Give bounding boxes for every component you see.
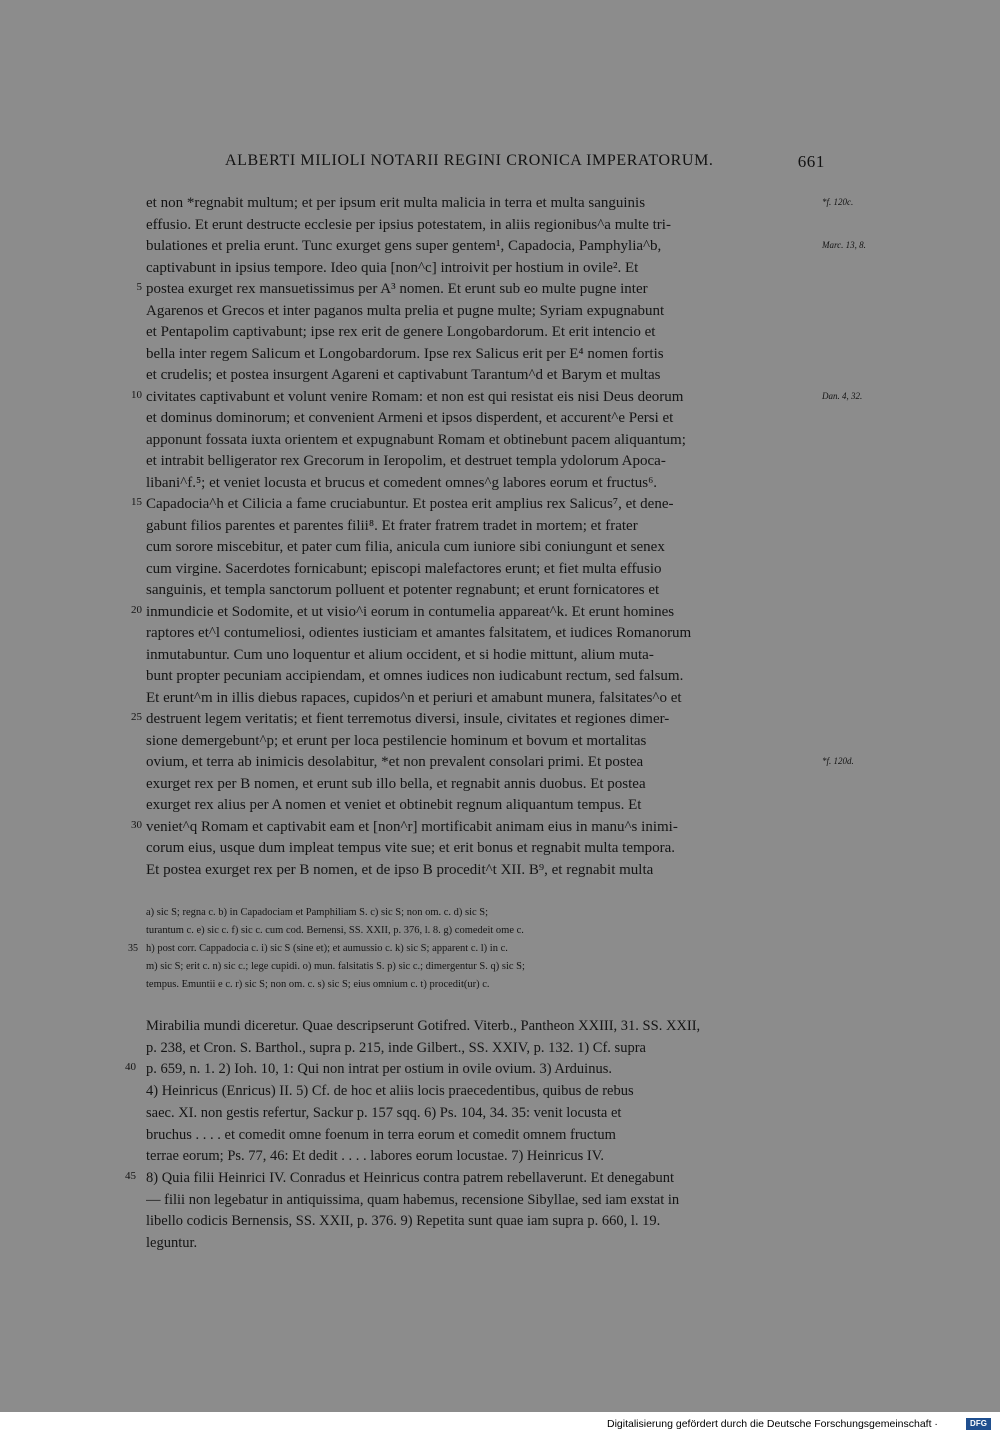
main-text-line-number: 5 <box>136 281 142 293</box>
main-text-line-number: 15 <box>131 496 142 508</box>
footnote-line: m) sic S; erit c. n) sic c.; lege cupidi. o) mun. falsitatis S. p) sic c.; dimergentur S. q) sic S; <box>146 961 525 972</box>
main-text-line-number: 30 <box>131 818 142 831</box>
main-text-line: cum virgine. Sacerdotes fornicabunt; episcopi malefactores erunt; et fiet multa effusio <box>146 560 662 577</box>
main-text-line: sanguinis, et templa sanctorum polluent et potenter regnabunt; et erunt fornicatores et <box>146 582 660 598</box>
main-text-line: destruent legem veritatis; et fient terremotus diversi, insule, civitates et regiones dimer- <box>146 711 670 727</box>
footnote-line: tempus. Emuntii e c. r) sic S; non om. c. s) sic S; eius omnium c. t) procedit(ur) c. <box>146 979 490 990</box>
note-line-number: 40 <box>125 1061 136 1074</box>
main-text-line-number: 10 <box>131 388 142 401</box>
main-text-line: Et erunt^m in illis diebus rapaces, cupidos^n et periuri et amabunt munera, falsitates^o et <box>146 689 682 706</box>
main-text-line: postea exurget rex mansuetissimus per A³ nomen. Et erunt sub eo multe pugne inter <box>146 281 648 297</box>
main-text-line: exurget rex alius per A nomen et veniet et obtinebit regnum aliquantum tempus. Et <box>146 797 642 813</box>
note-line-number: 45 <box>125 1169 136 1182</box>
main-text-line: civitates captivabunt et volunt venire Romam: et non est qui resistat eis nisi Deus deorum <box>146 388 684 405</box>
main-text-line: et intrabit belligerator rex Grecorum in Ieropolim, et destruet templa ydolorum Apoca- <box>146 453 666 469</box>
main-text-line: sione demergebunt^p; et erunt per loca pestilencie hominum et bovum et mortalitas <box>146 732 647 749</box>
note-line: bruchus . . . . et comedit omne foenum in terra eorum et comedit omnem fructum <box>146 1126 616 1143</box>
note-line: — filii non legebatur in antiquissima, quam habemus, recensione Sibyllae, sed iam exstat in <box>146 1191 680 1208</box>
margin-reference: *f. 120c. <box>822 197 854 207</box>
main-text-line: captivabunt in ipsius tempore. Ideo quia [non^c] introivit per hostium in ovile². Et <box>146 259 639 276</box>
main-text-line: bulationes et prelia erunt. Tunc exurget gens super gentem¹, Capadocia, Pamphylia^b, <box>146 238 662 254</box>
main-text-line: raptores et^l contumeliosi, odientes iusticiam et amantes falsitatem, et iudices Romanorum <box>146 625 692 641</box>
main-text-line-number: 25 <box>131 711 142 723</box>
note-line: terrae eorum; Ps. 77, 46: Et dedit . . . . labores eorum locustae. 7) Heinricus IV. <box>146 1148 604 1165</box>
note-line: libello codicis Bernensis, SS. XXII, p. 376. 9) Repetita sunt quae iam supra p. 660, l. 19. <box>146 1213 661 1230</box>
margin-reference: Dan. 4, 32. <box>822 390 863 401</box>
margin-reference: *f. 120d. <box>822 756 854 766</box>
footnote-line: h) post corr. Cappadocia c. i) sic S (sine et); et aumussio c. k) sic S; apparent c. l) in c. <box>146 943 508 954</box>
footnote-line-number: 35 <box>128 943 138 954</box>
dfg-logo: DFG <box>966 1418 991 1430</box>
note-line: saec. XI. non gestis refertur, Sackur p. 157 sqq. 6) Ps. 104, 34. 35: venit locusta et <box>146 1104 622 1121</box>
main-text-line: exurget rex per B nomen, et erunt sub illo bella, et regnabit annis duobus. Et postea <box>146 775 646 792</box>
main-text-line: et dominus dominorum; et convenient Armeni et ipsos disperdent, et accurent^e Persi et <box>146 410 674 426</box>
note-line: Mirabilia mundi diceretur. Quae descripserunt Gotifred. Viterb., Pantheon XXIII, 31. SS. XXII, <box>146 1018 701 1034</box>
main-text-line: ovium, et terra ab inimicis desolabitur, *et non prevalent consolari primi. Et postea <box>146 754 644 770</box>
main-text-line: veniet^q Romam et captivabit eam et [non^r] mortificabit animam eius in manu^s inimi- <box>146 818 678 835</box>
main-text-line: effusio. Et erunt destructe ecclesie per ipsius potestatem, in aliis regionibus^a multe tri- <box>146 216 671 233</box>
note-line: 4) Heinricus (Enricus) II. 5) Cf. de hoc et aliis locis praecedentibus, quibus de rebus <box>146 1083 634 1100</box>
footer-credit: Digitalisierung gefördert durch die Deutsche Forschungsgemeinschaft · <box>607 1418 938 1430</box>
main-text-line: inmutabuntur. Cum uno loquentur et alium occident, et si hodie mittunt, alium muta- <box>146 646 654 663</box>
main-text-line: corum eius, usque dum impleat tempus vite sue; et erit bonus et regnabit multa tempora. <box>146 840 676 856</box>
main-text-line: et non *regnabit multum; et per ipsum erit multa malicia in terra et multa sanguinis <box>146 195 646 211</box>
page-number: 661 <box>797 152 825 171</box>
main-text-line: Capadocia^h et Cilicia a fame cruciabuntur. Et postea erit amplius rex Salicus⁷, et dene- <box>146 496 674 512</box>
main-text-line: Et postea exurget rex per B nomen, et de ipso B procedit^t XII. B⁹, et regnabit multa <box>146 861 654 878</box>
main-text-line: bella inter regem Salicum et Longobardorum. Ipse rex Salicus erit per E⁴ nomen fortis <box>146 345 664 362</box>
main-text-line: cum sorore miscebitur, et pater cum filia, anicula cum iuniore sibi coniungunt et senex <box>146 539 665 555</box>
note-line: p. 238, et Cron. S. Barthol., supra p. 215, inde Gilbert., SS. XXIV, p. 132. 1) Cf. supra <box>146 1039 646 1056</box>
main-text-line: bunt propter pecuniam accipiendam, et omnes iudices non iudicabunt rectum, sed falsum. <box>146 668 684 684</box>
main-text-line: et crudelis; et postea insurgent Agareni et captivabunt Tarantum^d et Barym et multas <box>146 367 661 383</box>
note-line: p. 659, n. 1. 2) Ioh. 10, 1: Qui non intrat per ostium in ovile ovium. 3) Arduinus. <box>146 1061 612 1078</box>
main-text-line: inmundicie et Sodomite, et ut visio^i eorum in contumelia appareat^k. Et erunt homines <box>146 603 675 620</box>
main-text-line: et Pentapolim captivabunt; ipse rex erit de genere Longobardorum. Et erit intencio et <box>146 324 656 340</box>
main-text-line: gabunt filios parentes et parentes filii⁸. Et frater fratrem tradet in mortem; et frater <box>146 517 638 534</box>
header-title: ALBERTI MILIOLI NOTARII REGINI CRONICA IMPERATORUM. <box>225 152 714 169</box>
margin-reference: Marc. 13, 8. <box>822 240 866 250</box>
main-text-line: Agarenos et Grecos et inter paganos multa prelia et pugne multe; Syriam expugnabunt <box>146 302 665 319</box>
note-line: leguntur. <box>146 1235 198 1251</box>
footnote-line: a) sic S; regna c. b) in Capadociam et Pamphiliam S. c) sic S; non om. c. d) sic S; <box>146 907 489 918</box>
footnote-line: turantum c. e) sic c. f) sic c. cum cod. Bernensi, SS. XXII, p. 376, l. 8. g) comedeit ome c. <box>146 925 524 936</box>
note-line: 8) Quia filii Heinrici IV. Conradus et Heinricus contra patrem rebellaverunt. Et denegabunt <box>146 1169 675 1186</box>
main-text-line: apponunt fossata iuxta orientem et expugnabunt Romam et obtinebunt pacem aliquantum; <box>146 431 686 448</box>
main-text-line-number: 20 <box>131 603 142 616</box>
main-text-line: libani^f.⁵; et veniet locusta et brucus et comedent omnes^g labores eorum et fructus⁶. <box>146 474 658 491</box>
running-header <box>225 152 825 176</box>
